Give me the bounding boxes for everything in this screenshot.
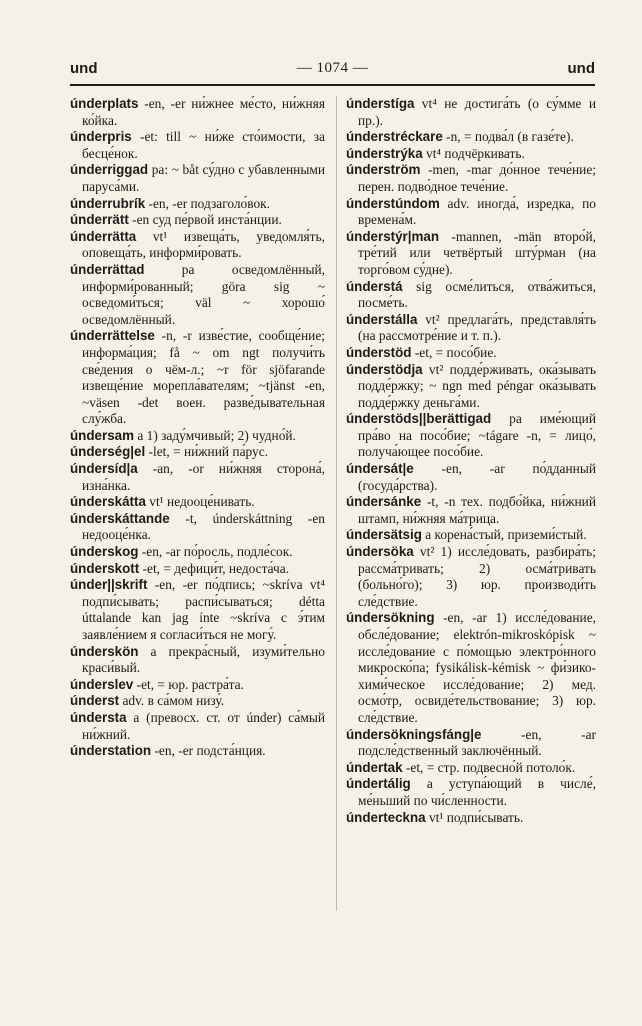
entry-definition: a корена́стый, приземи́стый.: [421, 527, 587, 543]
right-column: [346, 96, 596, 826]
entry-headword: únderteckna: [346, 809, 426, 825]
dictionary-entry: [70, 577, 325, 643]
entry-headword: únderriggad: [70, 162, 149, 178]
dictionary-entry: [70, 428, 325, 445]
entry-definition: -en, -ar 1) иссле́дование, обсле́дование; elektrón-mikroskópisk ~ иссле́дование с по́мощью электро́нного микроско́па; fysikálisk-kémisk ~ фи́зико-хими́ческое иссле́дование; 2) мед. осмо́тр, освиде́тельствование; 3) юр. сле́дствие.: [358, 610, 596, 725]
entry-definition: a уступа́ющий в числе́, ме́ньший по чи́сленности.: [358, 776, 596, 808]
entry-definition: -let, = ни́жний па́рус.: [145, 444, 269, 460]
entry-headword: úndersam: [70, 427, 134, 443]
entry-definition: vt⁴ подчёркивать.: [422, 145, 525, 161]
dictionary-entry: [70, 162, 325, 195]
entry-definition: -en, -er подзаголо́вок.: [145, 195, 271, 211]
dictionary-entry: [70, 328, 325, 428]
entry-headword: únderskott: [70, 560, 140, 576]
entry-definition: -et, = посо́бие.: [411, 344, 497, 360]
dictionary-entry: [346, 776, 596, 809]
entry-definition: -en, -er ни́жнее ме́сто, ни́жняя ко́йка.: [82, 96, 325, 128]
dictionary-entry: [346, 196, 596, 229]
entry-definition: -men, -mar до́нное тече́ние; перен. подво́дное тече́ние.: [358, 162, 596, 194]
entry-definition: -mannen, -män второ́й, тре́тий или четвёртый шту́рман (на торго́вом су́дне).: [358, 228, 596, 277]
entry-headword: únderstation: [70, 743, 152, 759]
column-divider: [336, 96, 337, 911]
dictionary-entry: [346, 760, 596, 777]
entry-headword: únderst: [70, 693, 120, 709]
entry-definition: -t, -n тех. подбо́йка, ни́жний штамп, ни́жняя ма́трица.: [358, 494, 596, 526]
entry-headword: únderskátta: [70, 494, 146, 510]
dictionary-entry: [70, 262, 325, 328]
entry-definition: pa осведомлённый, информи́рованный; göra sig ~ осведоми́ться; väl ~ хорошо́ осведомлённый.: [82, 261, 325, 327]
entry-definition: vt² подде́рживать, ока́зывать подде́ржку; ~ ngn med péngar ока́зывать подде́ржку деньга́ми.: [358, 361, 596, 410]
dictionary-entry: [70, 710, 325, 743]
dictionary-entry: [346, 494, 596, 527]
entry-definition: -en, -er подста́нция.: [151, 743, 266, 759]
entry-definition: -en, -ar по́росль, подле́сок.: [138, 544, 293, 560]
entry-definition: -et: till ~ ни́же сто́имости, за бесце́нок.: [82, 129, 325, 161]
entry-headword: únderstálla: [346, 311, 418, 327]
dictionary-entry: [346, 345, 596, 362]
entry-headword: únderrätta: [70, 228, 137, 244]
entry-definition: vt² 1) иссле́довать, разбира́ть; рассма́тривать; 2) осма́тривать (больно́го); 3) юр. производи́ть сле́дствие.: [358, 544, 596, 609]
entry-definition: vt¹ подпи́сывать.: [425, 809, 524, 825]
entry-headword: únderstöds||berättigad: [346, 411, 492, 427]
entry-definition: adv. в са́мом низу́.: [119, 693, 225, 709]
entry-definition: vt² предлага́ть, представля́ть (на рассмотре́ние и т. п.).: [358, 311, 596, 344]
dictionary-entry: [346, 229, 596, 279]
dictionary-entry: [70, 96, 325, 129]
entry-headword: únderpris: [70, 129, 132, 145]
entry-definition: -et, = стр. подвесно́й потоло́к.: [402, 759, 576, 775]
entry-headword: únderstúndom: [346, 195, 440, 211]
dictionary-entry: [70, 743, 325, 760]
entry-headword: únderrubrík: [70, 195, 146, 211]
entry-definition: -n, -r изве́стие, сообще́ние; информа́ция; få ~ om ngt получи́ть све́дения о чём-л.; ~r för sjöfarande извеще́ние морепла́вателям; ~tjänst -en, ~väsen -det воен. разве́дывательная слу́жба.: [82, 328, 325, 427]
entry-definition: pa: ~ båt су́дно с убавленными паруса́ми.: [82, 162, 325, 194]
dictionary-entry: [346, 544, 596, 610]
entry-headword: únderskáttande: [70, 510, 170, 526]
entry-headword: úndersökning: [346, 610, 435, 626]
entry-headword: únderstödja: [346, 361, 423, 377]
dictionary-entry: [70, 444, 325, 461]
entry-headword: únderstá: [346, 278, 403, 294]
entry-headword: úndersätsig: [346, 527, 422, 543]
header-rule: [70, 84, 595, 86]
dictionary-entry: [346, 461, 596, 494]
dictionary-entry: [346, 129, 596, 146]
entry-definition: adv. иногда́, изредка, по времена́м.: [358, 195, 596, 228]
entry-headword: úndersta: [70, 709, 127, 725]
page-number: — 1074 —: [296, 60, 369, 76]
entry-headword: únder||skrift: [70, 577, 148, 593]
entry-definition: a (превосх. ст. от únder) са́мый ни́жний.: [82, 709, 325, 742]
entry-definition: vt¹ извеща́ть, уведомля́ть, оповеща́ть, информи́ровать.: [82, 228, 325, 261]
entry-headword: únderstöd: [346, 344, 412, 360]
dictionary-entry: [346, 610, 596, 726]
entry-definition: sig осме́литься, отва́житься, посме́ть.: [358, 278, 596, 311]
dictionary-entry: [70, 693, 325, 710]
entry-definition: -an, -or ни́жняя сторона́, изна́нка.: [82, 461, 325, 493]
entry-definition: a 1) заду́мчивый; 2) чудно́й.: [134, 427, 296, 443]
entry-definition: vt⁴ не достига́ть (о су́мме и пр.).: [358, 96, 596, 128]
entry-headword: úndersánke: [346, 494, 422, 510]
dictionary-entry: [70, 229, 325, 262]
entry-definition: vt¹ недооце́нивать.: [145, 494, 255, 510]
dictionary-entry: [346, 527, 596, 544]
entry-definition: pa име́ющий пра́во на посо́бие; ~tágare -n, = лицо́, получа́ющее посо́бие.: [358, 411, 596, 460]
entry-definition: -en, -ar подсле́дственный заключённый.: [358, 726, 596, 759]
entry-headword: únderrättelse: [70, 328, 155, 344]
entry-headword: únderslev: [70, 676, 134, 692]
entry-headword: únderség|el: [70, 444, 146, 460]
dictionary-entry: [346, 411, 596, 461]
entry-headword: únderstrýka: [346, 145, 423, 161]
entry-headword: únderstréckare: [346, 129, 443, 145]
entry-definition: -en суд пе́рвой инста́нции.: [128, 212, 282, 228]
dictionary-entry: [70, 461, 325, 494]
dictionary-entry: [346, 162, 596, 195]
dictionary-entry: [70, 544, 325, 561]
dictionary-entry: [346, 96, 596, 129]
entry-headword: úndersöka: [346, 544, 414, 560]
dictionary-entry: [346, 362, 596, 412]
entry-headword: únderskog: [70, 544, 139, 560]
dictionary-entry: [70, 561, 325, 578]
entry-headword: únderplats: [70, 96, 139, 111]
entry-headword: únderstýr|man: [346, 228, 440, 244]
left-running-headword: und: [70, 60, 98, 77]
dictionary-entry: [70, 196, 325, 213]
dictionary-entry: [346, 810, 596, 827]
entry-definition: a прекра́сный, изуми́тельно краси́вый.: [82, 643, 325, 676]
dictionary-entry: [70, 644, 325, 677]
entry-headword: úndertálig: [346, 776, 411, 792]
entry-definition: -n, = подва́л (в газе́те).: [442, 129, 574, 145]
dictionary-entry: [346, 146, 596, 163]
entry-definition: -en, -er по́дпись; ~skríva vt⁴ подпи́сывать; распи́сываться; détta úttalande kan jag ínte ~skríva с э́тим заявле́нием я согласи́ться не могу́.: [82, 577, 325, 642]
dictionary-entry: [346, 279, 596, 312]
entry-headword: únderrättad: [70, 261, 145, 277]
entry-headword: únderskön: [70, 643, 139, 659]
right-running-headword: und: [567, 60, 595, 77]
entry-definition: -en, -ar по́дданный (госуда́рства).: [358, 461, 596, 493]
entry-definition: -et, = дефици́т, недоста́ча.: [139, 560, 290, 576]
page-header: [70, 60, 595, 86]
entry-definition: -t, únderskáttning -en недооце́нка.: [82, 510, 325, 543]
dictionary-entry: [346, 727, 596, 760]
dictionary-entry: [70, 129, 325, 162]
left-column: [70, 96, 325, 760]
entry-definition: -et, = юр. растра́та.: [133, 676, 244, 692]
entry-headword: úndertak: [346, 759, 403, 775]
entry-headword: úndersíd|a: [70, 461, 138, 477]
entry-headword: únderstíga: [346, 96, 415, 111]
entry-headword: únderström: [346, 162, 421, 178]
dictionary-entry: [70, 677, 325, 694]
entry-headword: únderrätt: [70, 212, 129, 228]
dictionary-entry: [70, 212, 325, 229]
entry-headword: úndersát|e: [346, 461, 414, 477]
dictionary-entry: [346, 312, 596, 345]
entry-headword: úndersökningsfáng|e: [346, 726, 482, 742]
dictionary-entry: [70, 494, 325, 511]
dictionary-entry: [70, 511, 325, 544]
